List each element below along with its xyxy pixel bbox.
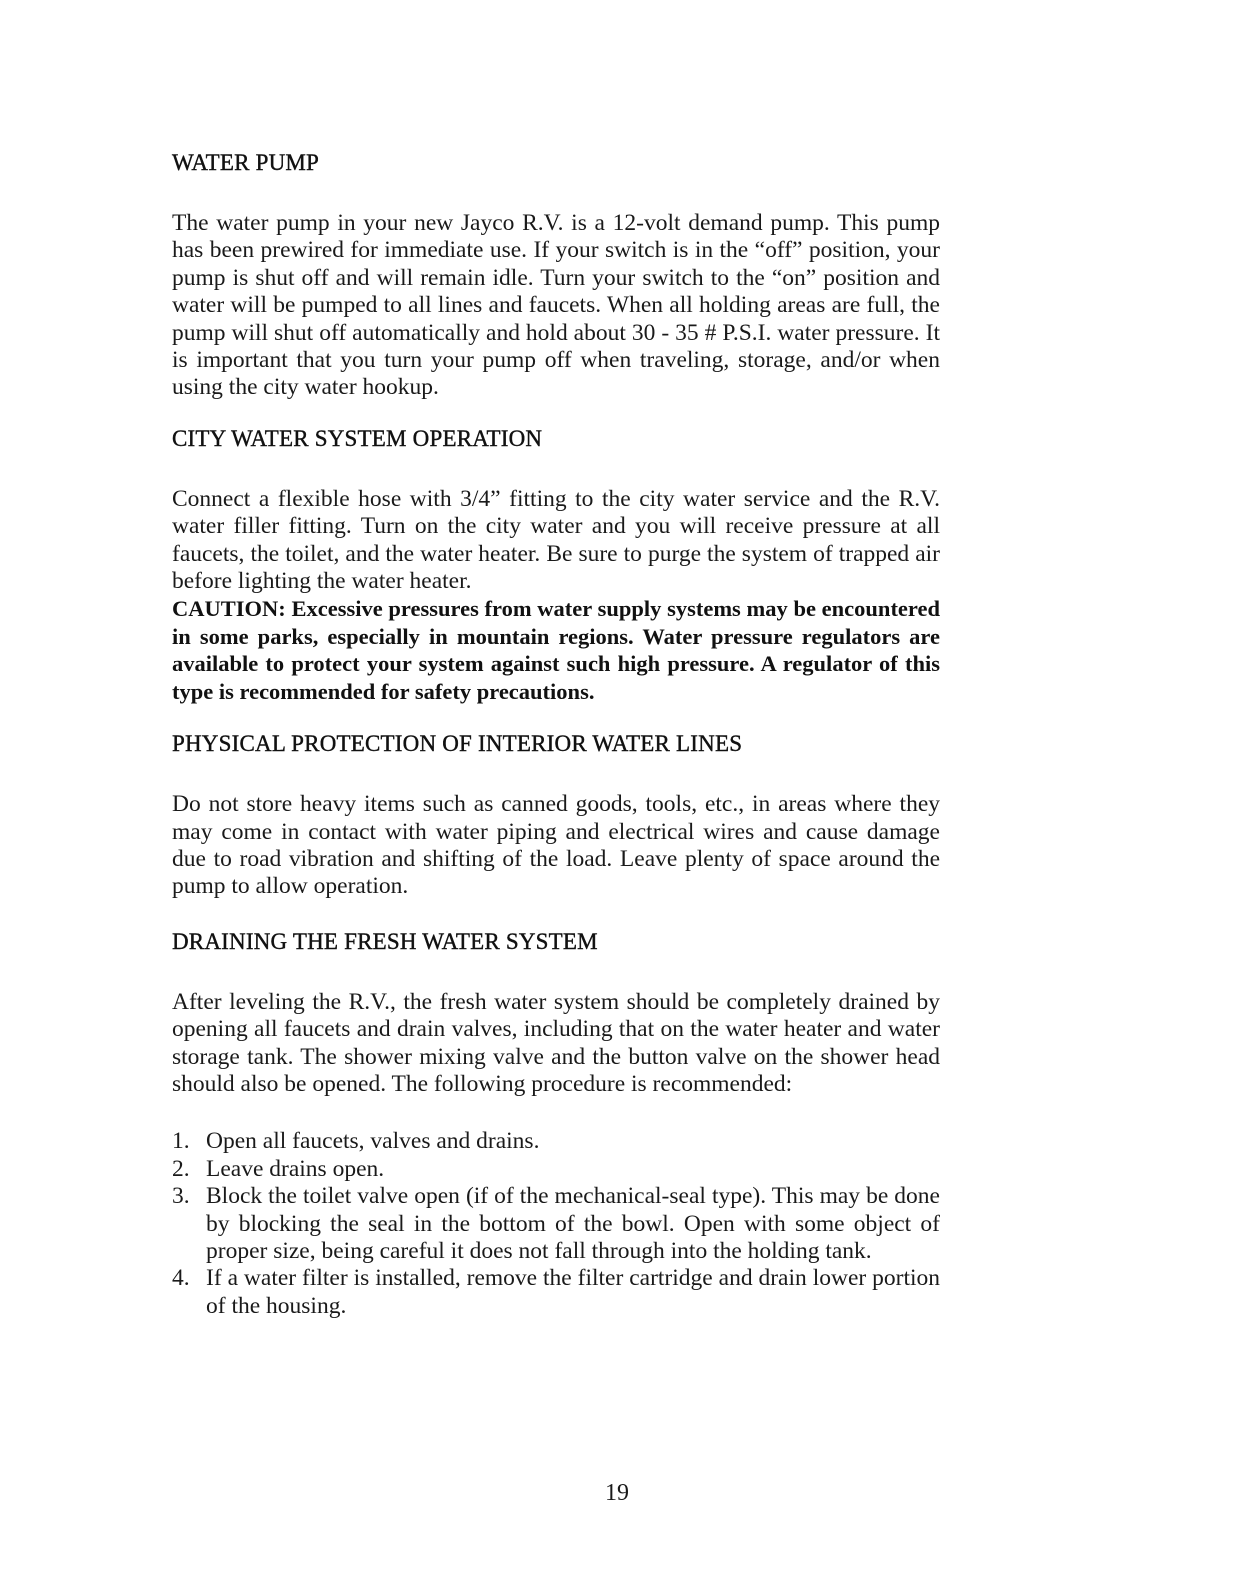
section-physical-protection: [172, 727, 940, 901]
list-item-number: 3.: [172, 1183, 190, 1210]
section-heading: CITY WATER SYSTEM OPERATION: [172, 425, 543, 451]
list-item-number: 2.: [172, 1155, 190, 1182]
list-item: [172, 1156, 940, 1183]
section-water-pump: [172, 146, 940, 402]
list-item: [172, 1265, 940, 1320]
list-item: [172, 1128, 940, 1155]
list-item-number: 4.: [172, 1265, 190, 1292]
section-body: The water pump in your new Jayco R.V. is a 12-volt demand pump. This pump has been prewired for immediate use. If your switch is in the “off” position, your pump is shut off and will remain idle. Turn your switch to the “on” position and water will be pumped to all lines and faucets. When all holding areas are full, the pump will shut off automatically and hold about 30 - 35 # P.S.I. water pressure. It is important that you turn your pump off when traveling, storage, and/or when using the city water hookup.: [172, 210, 940, 401]
section-heading: PHYSICAL PROTECTION OF INTERIOR WATER LINES: [172, 731, 743, 757]
section-city-water: [172, 422, 940, 705]
page-number: 19: [605, 1480, 629, 1506]
list-item-text: Open all faucets, valves and drains.: [206, 1128, 540, 1155]
section-body: Connect a flexible hose with 3/4” fitting to the city water service and the R.V. water filler fitting. Turn on the city water and you will receive pressure at all faucets, the toilet, and the water heater. Be sure to purge the system of trapped air before lighting the water heater.: [172, 485, 940, 595]
list-item: [172, 1183, 940, 1265]
list-item-number: 1.: [172, 1128, 190, 1155]
section-body: After leveling the R.V., the fresh water system should be completely drained by opening all faucets and drain valves, including that on the water heater and water storage tank. The shower mixing valve and the button valve on the shower head should also be opened. The following procedure is recommended:: [172, 988, 940, 1097]
section-heading: WATER PUMP: [172, 150, 320, 175]
section-draining: [172, 925, 940, 1320]
list-item-text: If a water filter is installed, remove the filter cartridge and drain lower portion of the housing.: [206, 1265, 940, 1319]
caution-note: CAUTION: Excessive pressures from water supply systems may be encountered in some parks, especially in mountain regions. Water pressure regulators are available to protect your system against such high pressure. A regulator of this type is recommended for safety precautions.: [172, 596, 940, 704]
procedure-list: [172, 1128, 940, 1320]
list-item-text: Block the toilet valve open (if of the mechanical-seal type). This may be done by blocking the seal in the bottom of the bowl. Open with some object of proper size, being careful it does not fall through into the holding tank.: [206, 1183, 940, 1264]
manual-page: [172, 146, 940, 1342]
section-heading: DRAINING THE FRESH WATER SYSTEM: [172, 928, 598, 954]
section-body: Do not store heavy items such as canned goods, tools, etc., in areas where they may come in contact with water piping and electrical wires and cause damage due to road vibration and shifting of the load. Leave plenty of space around the pump to allow operation.: [172, 791, 940, 900]
list-item-text: Leave drains open.: [206, 1155, 385, 1182]
